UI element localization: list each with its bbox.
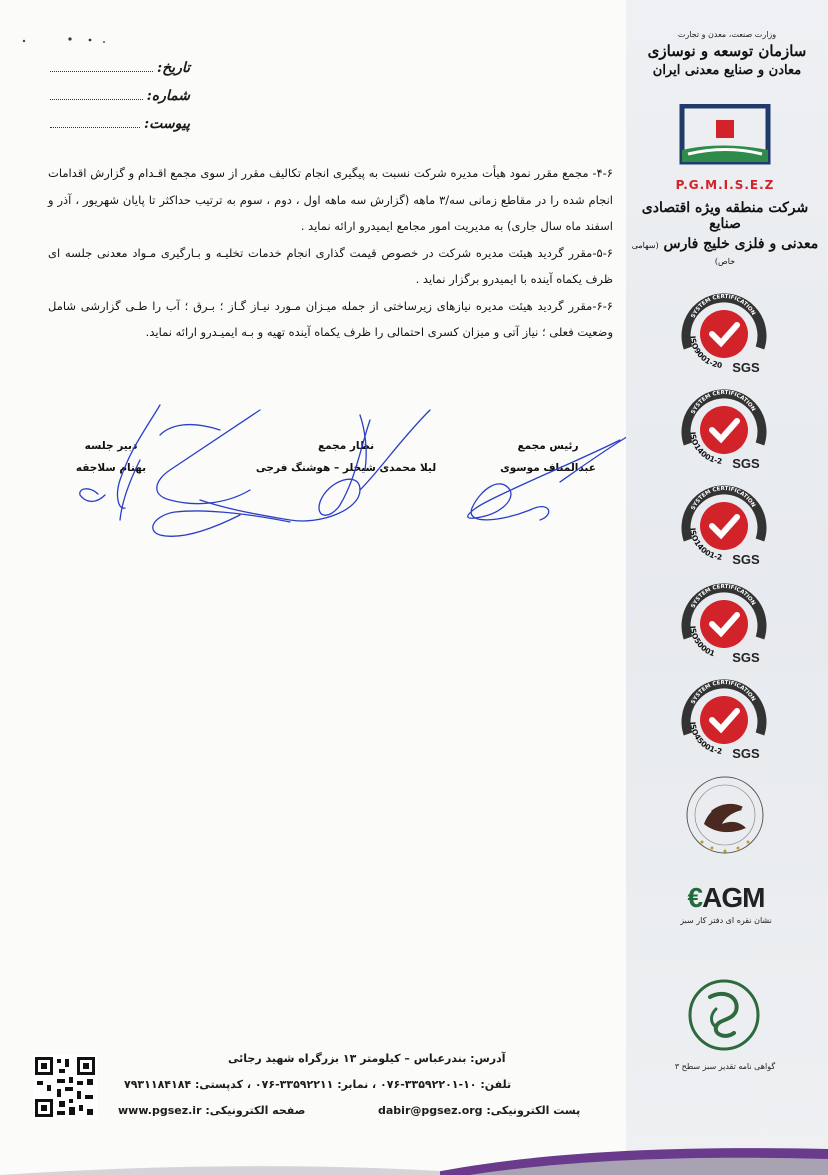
footer-website[interactable] bbox=[118, 1104, 305, 1117]
number-label: شماره: bbox=[146, 88, 190, 104]
chair-name: عبدالمناف موسوی bbox=[500, 462, 596, 474]
footer-email-text[interactable]: پست الکترونیکی: dabir@pgsez.org bbox=[378, 1104, 581, 1117]
secretary-title: دبیر جلسه bbox=[84, 440, 138, 452]
company-name-line-1: شرکت منطقه ویژه اقتصادی صنایع bbox=[641, 200, 809, 232]
number-field bbox=[50, 84, 190, 104]
sgs-cert-icon bbox=[676, 288, 772, 376]
company-name bbox=[630, 200, 820, 268]
ministry-name: وزارت صنعت، معدن و تجارت bbox=[677, 30, 777, 39]
date-label: تاریخ: bbox=[156, 60, 190, 76]
paragraph-4-6: ۴-۶- مجمع مقرر نمود هیأت مدیره شرکت نسبت به پیگیری انجام تکالیف مقرر از سوی مجمع اقـدام و گزارش اقدامات انجام شده را در مقاطع زمانی سه/۳ ماهه (گزارش سه ماهه اول ، دوم ، سوم به ترتیب حداکثر تا پایان شهریور ، آذر و اسفند ماه سال جاری) به مدیریت امور مجامع ایمیدرو ارائه نماید . bbox=[48, 166, 613, 233]
footer-email[interactable] bbox=[378, 1104, 580, 1117]
chair-title: رئیس مجمع bbox=[517, 440, 579, 452]
cert-disc bbox=[700, 696, 748, 744]
cert-disc bbox=[700, 406, 748, 454]
eagm-euro-icon: € bbox=[687, 882, 703, 913]
sgs-cert-icon bbox=[676, 384, 772, 472]
cert-header-text: SYSTEM CERTIFICATION bbox=[690, 485, 757, 512]
sgs-brand-text: SGS bbox=[732, 650, 760, 665]
eagm-logo bbox=[666, 882, 786, 925]
attachment-line bbox=[50, 127, 140, 128]
sgs-cert-icon bbox=[676, 480, 772, 568]
pgmisez-logo-icon bbox=[678, 104, 772, 174]
environment-award-icon bbox=[682, 772, 768, 858]
scan-marks bbox=[18, 36, 118, 46]
supervisors-title: نظار مجمع bbox=[317, 440, 375, 452]
cert-header-text: SYSTEM CERTIFICATION bbox=[690, 389, 757, 416]
sgs-cert-badge-3 bbox=[676, 480, 772, 568]
cert-disc bbox=[700, 600, 748, 648]
cert-standard-text: ISO14001-2 bbox=[688, 431, 723, 467]
eagm-title-text: AGM bbox=[702, 882, 765, 913]
pgmisez-label: P.G.M.I.S.E.Z bbox=[675, 178, 775, 192]
cert-disc bbox=[700, 502, 748, 550]
cert-header-text: SYSTEM CERTIFICATION bbox=[690, 583, 757, 610]
org-name-line-2: معادن و صنایع معدنی ایران bbox=[652, 63, 802, 78]
company-type: (سهامی خاص) bbox=[631, 241, 736, 266]
sgs-brand-text: SGS bbox=[732, 552, 760, 567]
attachment-label: پیوست: bbox=[144, 116, 190, 132]
cert-standard-text: ISO14001-2 bbox=[688, 527, 723, 563]
sgs-cert-badge-4 bbox=[676, 578, 772, 666]
number-line bbox=[50, 99, 143, 100]
chair-signature-block bbox=[478, 440, 618, 474]
paragraph-6-6: ۶-۶-مقرر گردید هیئت مدیره نیازهای زیرساختی از جمله میـزان مـورد نیـاز گـاز ؛ بـرق ؛ آب را طـی گزارشی شامل وضعیت فعلی ؛ نیاز آتی و میزان کسری احتمالی را ظرف یکماه آینده تهیه و بـه ایمیـدرو ارائه نماید. bbox=[48, 298, 613, 339]
sgs-cert-badge-1 bbox=[676, 288, 772, 376]
sgs-brand-text: SGS bbox=[732, 360, 760, 375]
sgs-brand-text: SGS bbox=[732, 456, 760, 471]
cert-disc bbox=[700, 310, 748, 358]
cert-header-text: SYSTEM CERTIFICATION bbox=[690, 679, 757, 706]
company-name-line-2-text: معدنی و فلزی خلیج فارس bbox=[663, 236, 819, 252]
sgs-cert-icon bbox=[676, 674, 772, 762]
footer-address: آدرس: بندرعباس – کیلومتر ۱۳ بزرگراه شهید رجائی bbox=[228, 1052, 506, 1065]
qr-code-icon bbox=[33, 1055, 97, 1119]
secretary-name: بهنام سلاجقه bbox=[75, 462, 147, 474]
org-header bbox=[626, 30, 828, 78]
cert-header-text: SYSTEM CERTIFICATION bbox=[690, 293, 757, 320]
supervisors-names: لیلا محمدی شیخلر – هوشنگ فرجی bbox=[255, 462, 437, 474]
org-name-line-1: سازمان توسعه و نوسازی bbox=[647, 42, 807, 60]
green-office-icon bbox=[684, 975, 764, 1055]
green-certificate-caption: گواهی نامه تقدیر سبز سطح ۳ bbox=[674, 1062, 776, 1071]
cert-standard-text: ISO50001 bbox=[688, 625, 717, 659]
supervisors-signature-block bbox=[236, 440, 456, 474]
company-name-line-2 bbox=[630, 236, 820, 268]
date-field bbox=[50, 56, 190, 76]
attachment-field bbox=[50, 112, 190, 132]
footer-website-text[interactable]: صفحه الکترونیکی: www.pgsez.ir bbox=[118, 1104, 306, 1117]
sgs-brand-text: SGS bbox=[732, 746, 760, 761]
date-line bbox=[50, 71, 153, 72]
secretary-signature-block bbox=[56, 440, 166, 474]
eagm-caption: نشان نقره ای دفتر کار سبز bbox=[680, 916, 772, 925]
eagm-title bbox=[666, 882, 786, 914]
sgs-cert-icon bbox=[676, 578, 772, 666]
sgs-cert-badge-5 bbox=[676, 674, 772, 762]
footer-phone: تلفن: ۱۰-۳۳۵۹۲۲۰۱-۰۷۶ ، نمابر: ۳۳۵۹۲۲۱۱-۰۷۶ ، کدپستی: ۷۹۳۱۱۸۴۱۸۴ bbox=[124, 1078, 512, 1091]
footer-wave-decoration bbox=[0, 1135, 828, 1175]
handwritten-signatures bbox=[60, 390, 650, 570]
sgs-cert-badge-2 bbox=[676, 384, 772, 472]
cert-standard-text: ISO9001-20 bbox=[688, 335, 723, 371]
document-body bbox=[48, 160, 613, 346]
cert-standard-text: ISO45001-2 bbox=[688, 721, 723, 757]
paragraph-5-6: ۵-۶-مقرر گردید هیئت مدیره شرکت در خصوص قیمت گذاری انجام خدمات تخلیـه و بـارگیری مـواد معدنی جلسه ای ظرف یکماه آینده با ایمیدرو برگزار نماید . bbox=[48, 245, 613, 286]
